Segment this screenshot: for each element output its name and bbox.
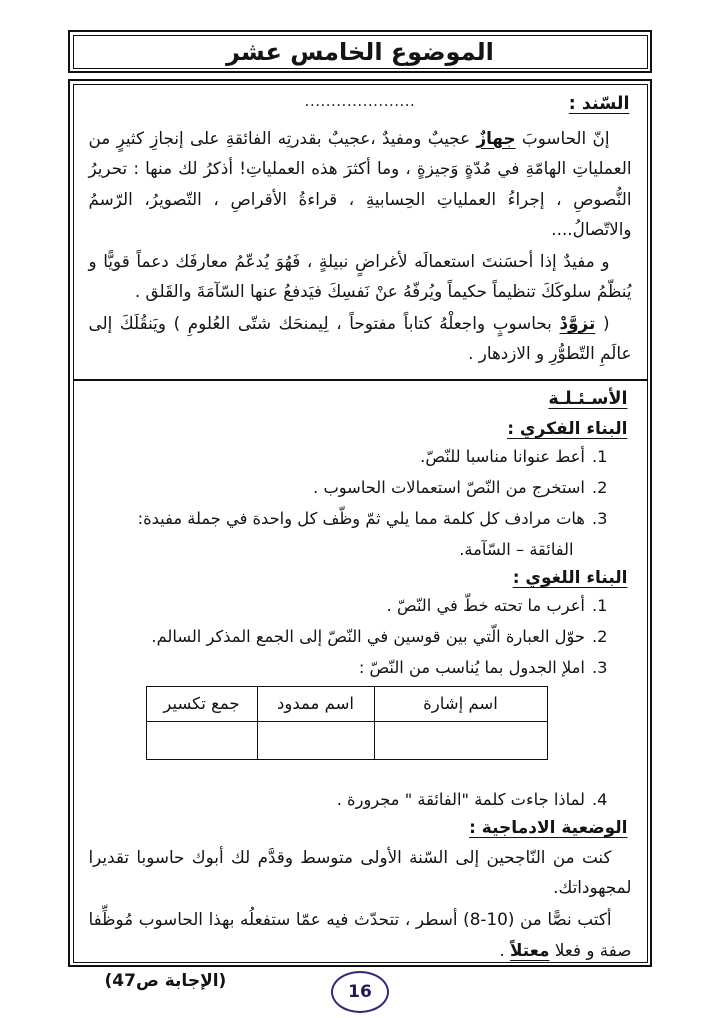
questions-heading: الأسـئـلـة — [548, 389, 628, 409]
item-number: 1. — [591, 595, 608, 615]
idmajia-text: أكتب نصًّا من (10-8) أسطر ، تتحدّث فيه عمّا ستفعلُه بهذا الحاسوب مُوظِّفا صفة و فعلا — [88, 909, 632, 960]
passage-text: إنّ الحاسوبَ — [515, 127, 610, 148]
fill-table-empty-row — [146, 721, 547, 759]
item-text: أعرب ما تحته خطّ في النّصّ . — [386, 595, 585, 615]
answer-reference: (الإجابة ص47) — [104, 970, 227, 991]
idmajia-text: . — [499, 939, 511, 960]
passage-paragraph-2 — [89, 246, 632, 307]
idmajia-paragraph-1: كنت من النّاجحين إلى السّنة الأولى متوسط وقدَّم لك أبوك حاسوبا تقديرا لمجهوداتك. — [88, 846, 632, 898]
item-number: 3. — [591, 657, 608, 677]
reading-passage — [89, 123, 632, 370]
fill-table — [146, 686, 548, 760]
item-number: 2. — [591, 626, 608, 646]
item-number: 2. — [591, 478, 608, 498]
idmajia-paragraph-2 — [89, 904, 632, 964]
title-box — [68, 30, 652, 73]
table-header-ism-mamdud: اسم ممدود — [257, 686, 374, 721]
content-box — [68, 79, 652, 991]
table-header-ism-ishara: اسم إشارة — [374, 686, 547, 721]
sanad-section — [74, 85, 647, 375]
fikri-heading: البناء الفكري : — [507, 419, 628, 439]
sanad-header-row — [89, 92, 632, 122]
underlined-word-jihaz: جهازٌ — [476, 127, 516, 148]
fikri-item-2 — [89, 474, 632, 502]
page-number-badge — [331, 971, 389, 1013]
passage-text: و مفيدٌ إذا أحسَنتَ استعمالَه لأغراضٍ نبيلةٍ ، فَهُوَ يُدعّمُ معارفَك دعماً قويًّا و يُنظّمُ سلوكَكَ تنظيماً حكيماً ويُرفّهُ عنْ نَفسِكَ فيَدفعُ عنها السّآمَةَ والقَلق . — [88, 250, 632, 302]
item-text: أعط عنوانا مناسبا للنّصّ. — [420, 447, 585, 466]
item-text: هات مرادف كل كلمة مما يلي ثمّ وظّف كل واحدة في جملة مفيدة: — [137, 509, 585, 529]
sanad-dotted-line: ..................... — [304, 91, 416, 110]
table-empty-cell — [146, 721, 257, 759]
synonym-words-line: الفائقة – السّآمة. — [459, 540, 574, 560]
idmajia-heading: الوضعية الادماجية : — [469, 817, 628, 838]
lughawi-item-4 — [89, 786, 632, 814]
sanad-heading: السّند : — [568, 93, 630, 114]
table-header-jam-taksir: جمع تكسير — [146, 686, 257, 721]
item-text: استخرج من النّصّ استعمالات الحاسوب . — [313, 478, 585, 498]
fill-table-header-row — [146, 686, 547, 721]
item-number: 1. — [591, 447, 608, 466]
page-title: الموضوع الخامس عشر — [226, 37, 494, 66]
passage-paragraph-1 — [89, 123, 632, 245]
underlined-word-tazawwad: تزوَّدْ — [559, 312, 596, 333]
passage-paragraph-3 — [89, 308, 632, 369]
lughawi-item-3 — [89, 654, 632, 682]
fikri-item-1 — [89, 443, 632, 471]
title-box-inner — [73, 35, 648, 69]
page-number: 16 — [348, 982, 372, 1002]
lughawi-heading: البناء اللغوي : — [512, 567, 628, 588]
table-empty-cell — [374, 721, 547, 759]
questions-section — [74, 381, 647, 991]
item-number: 4. — [591, 789, 608, 809]
content-box-inner — [73, 84, 648, 991]
fikri-item-3 — [89, 505, 632, 533]
item-number: 3. — [591, 509, 608, 529]
item-text: لماذا جاءت كلمة "الفائقة " مجرورة . — [336, 789, 585, 809]
table-empty-cell — [257, 721, 374, 759]
lughawi-item-1 — [89, 592, 632, 620]
lughawi-item-2 — [89, 623, 632, 651]
passage-text: ( — [595, 312, 610, 333]
passage-text: عجيبٌ ومفيدٌ ،عجيبٌ بقدرتِه الفائقةِ على إنجازِ كثيرٍ من العملياتِ الهامّةِ في مُدّةٍ وَجيزةٍ ، وما أكثرَ هذه العملياتِ! أذكرُ لك منها : تحريرُ النُّصوصِ ، إجراءُ العملياتِ الحِسابيةِ ، قراءةُ الأقراصِ ، التّصويرُ، الرّسمُ والاتّصالُ.... — [88, 127, 632, 240]
passage-text: بحاسوبٍ واجعلْهُ كتاباً مفتوحاً ، لِيمنحَك شتّى العُلومِ ) ويَنقُلَكَ إلى عالَمِ التّطوُّرِ و الازدهار . — [88, 312, 632, 364]
item-text: حوّل العبارة الّتي بين قوسين في النّصّ إلى الجمع المذكر السالم. — [151, 626, 585, 646]
item-text: املإ الجدول بما يُناسب من النّصّ : — [358, 657, 585, 677]
underlined-word-muatall: معتلاً — [510, 939, 550, 960]
